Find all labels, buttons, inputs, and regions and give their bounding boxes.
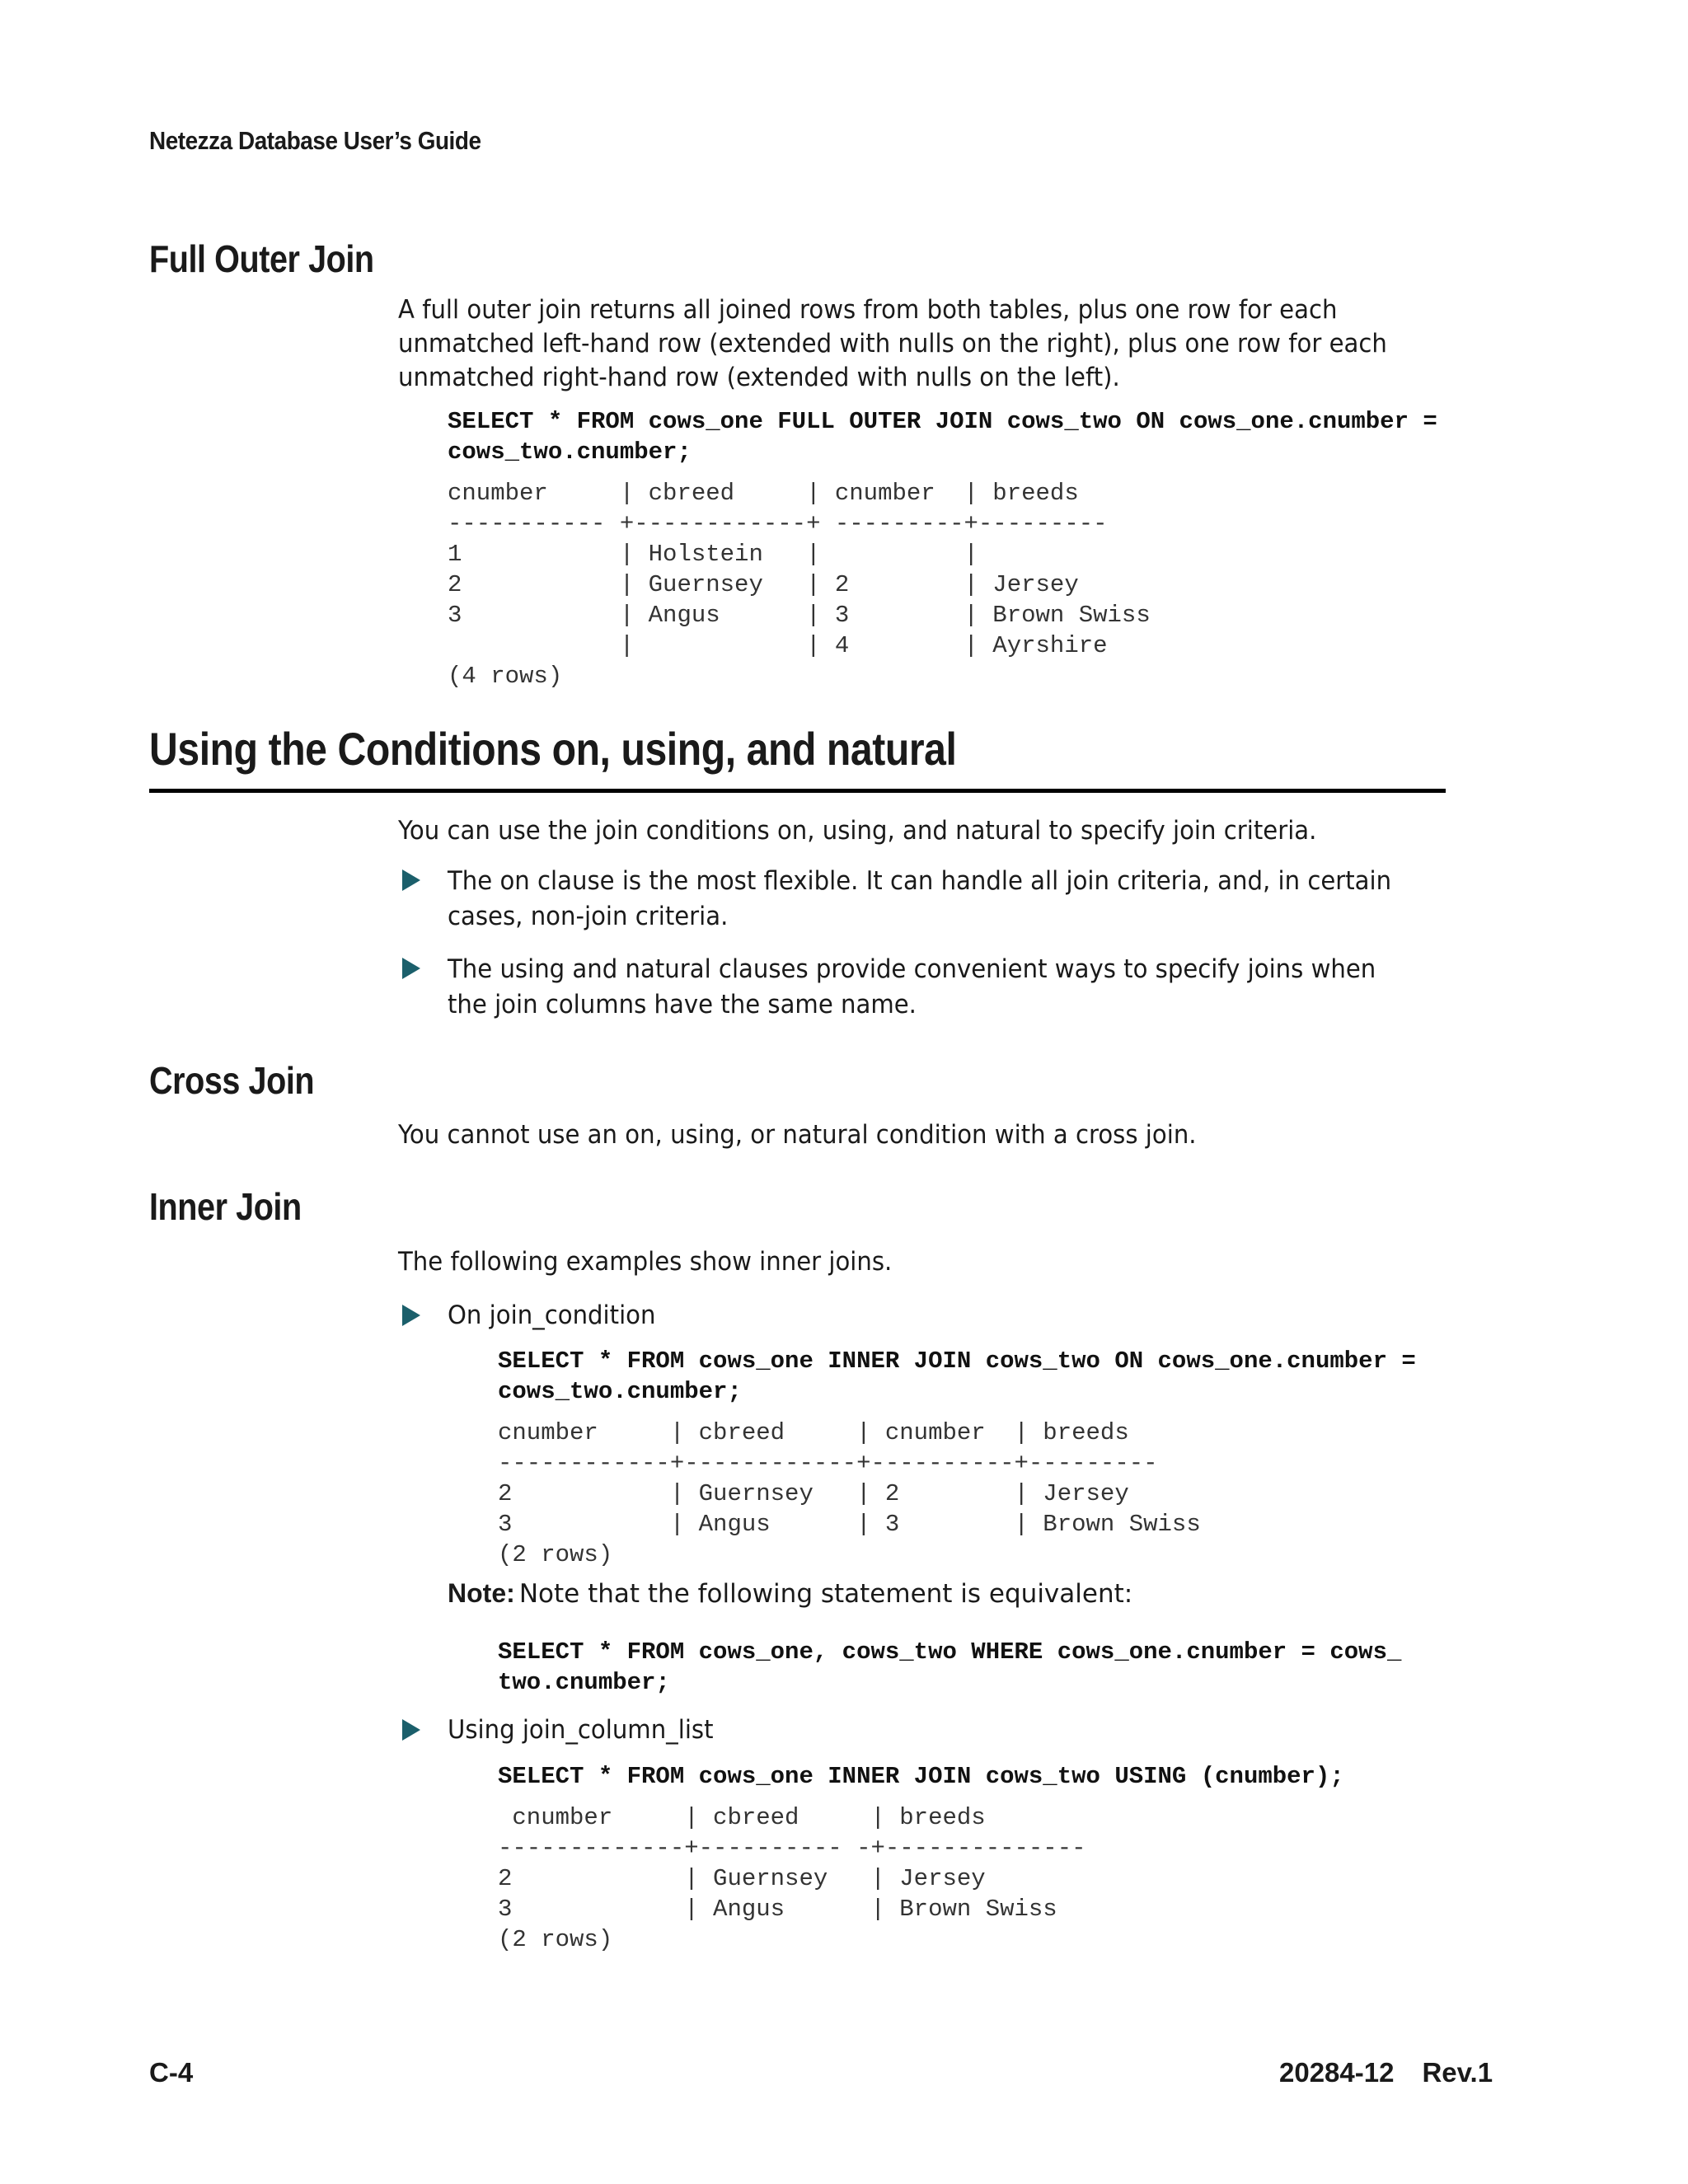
bullet-icon xyxy=(402,1719,420,1741)
running-header: Netezza Database User’s Guide xyxy=(149,126,481,155)
full-outer-join-sql: SELECT * FROM cows_one FULL OUTER JOIN cows_two ON cows_one.cnumber = cows_two.cnumber; xyxy=(448,408,1437,466)
inner-join-using-sql: SELECT * FROM cows_one INNER JOIN cows_two USING (cnumber); xyxy=(498,1763,1344,1790)
section-title-conditions: Using the Conditions on, using, and natural xyxy=(149,723,957,775)
inner-join-bullet-on: On join_condition xyxy=(448,1301,656,1330)
inner-join-on-output: cnumber | cbreed | cnumber | breeds ------------+------------+----------+--------- 2 | Guernsey | 2 | Jersey 3 | Angus | 3 | Brown Swiss (2 rows) xyxy=(498,1419,1201,1568)
conditions-bullet-on: The on clause is the most flexible. It can handle all join criteria, and, in certain cases, non-join criteria. xyxy=(448,866,1392,931)
section-title-cross-join: Cross Join xyxy=(149,1059,315,1102)
inner-join-description: The following examples show inner joins. xyxy=(398,1247,893,1277)
section-title-inner-join: Inner Join xyxy=(149,1185,302,1228)
note-text: Note that the following statement is equivalent: xyxy=(518,1579,1133,1609)
footer-doc-id xyxy=(1279,2057,1493,2088)
full-outer-join-output: cnumber | cbreed | cnumber | breeds ----------- +------------+ ---------+--------- 1 | Holstein | | 2 | Guernsey | 2 | Jersey 3 | Angus | 3 | Brown Swiss | | 4 | Ayrshire (4 rows) xyxy=(448,480,1151,690)
full-outer-join-description: A full outer join returns all joined rows from both tables, plus one row for each unmatched left-hand row (extended with nulls on the right), plus one row for each unmatched right-hand row (extended with nulls on the left). xyxy=(398,295,1387,392)
note xyxy=(448,1578,1132,1609)
note-label: Note: xyxy=(448,1578,515,1608)
bullet-icon xyxy=(402,869,420,891)
conditions-bullet-using-natural: The using and natural clauses provide convenient ways to specify joins when the join columns have the same name. xyxy=(448,954,1376,1019)
bullet-icon xyxy=(402,958,420,979)
inner-join-bullet-using: Using join_column_list xyxy=(448,1715,714,1745)
cross-join-description: You cannot use an on, using, or natural condition with a cross join. xyxy=(398,1120,1197,1150)
section-rule xyxy=(149,789,1446,793)
bullet-icon xyxy=(402,1305,420,1326)
conditions-description: You can use the join conditions on, using, and natural to specify join criteria. xyxy=(398,816,1317,846)
footer-doc-number: 20284-12 xyxy=(1279,2057,1395,2088)
footer-page-number: C-4 xyxy=(149,2057,194,2088)
inner-join-on-sql: SELECT * FROM cows_one INNER JOIN cows_two ON cows_one.cnumber = cows_two.cnumber; xyxy=(498,1347,1416,1405)
footer-revision: Rev.1 xyxy=(1422,2057,1493,2088)
section-title-full-outer-join: Full Outer Join xyxy=(149,237,374,280)
inner-join-equivalent-sql: SELECT * FROM cows_one, cows_two WHERE cows_one.cnumber = cows_ two.cnumber; xyxy=(498,1638,1402,1696)
inner-join-using-output: cnumber | cbreed | breeds -------------+---------- -+-------------- 2 | Guernsey | Jersey 3 | Angus | Brown Swiss (2 rows) xyxy=(498,1804,1086,1953)
